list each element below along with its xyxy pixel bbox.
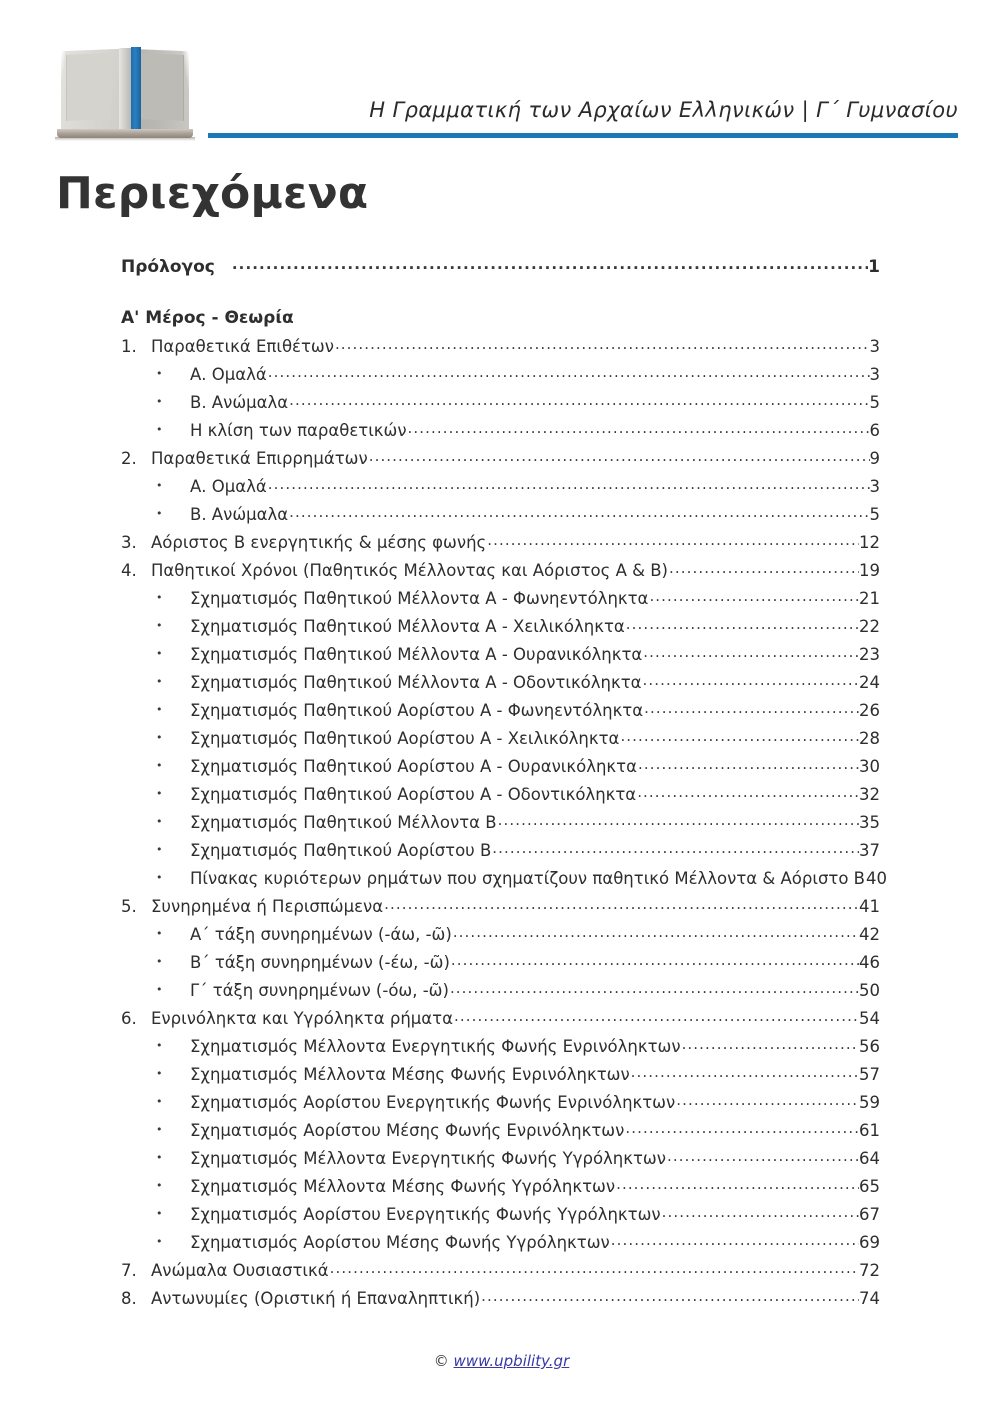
page-title: Περιεχόμενα [56,168,369,219]
toc-entry-label: Σχηματισμός Αορίστου Μέσης Φωνής Ενρινόληκτων [190,1120,625,1140]
toc-entry-page: 56 [859,1036,880,1056]
toc-entry-page: 9 [869,448,880,468]
toc-entry-page: 23 [859,644,880,664]
toc-entry-page: 42 [859,924,880,944]
toc-entry-level1[interactable] [121,1287,880,1307]
dot-leader [487,531,859,548]
toc-entry-number: 4. [121,560,137,580]
toc-entry-page: 67 [859,1204,880,1224]
toc-entry-level2[interactable] [121,867,887,888]
toc-entry-page: 74 [859,1288,880,1308]
dot-leader [643,671,859,688]
toc-entry-number: 5. [121,896,137,916]
dot-leader [369,447,870,464]
dot-leader [649,587,859,604]
bullet-icon: • [156,646,163,660]
toc-entry-page: 5 [869,392,880,412]
toc-entry-level1[interactable] [121,895,880,915]
toc-entry-label: Β. Ανώμαλα [190,392,289,412]
page-header [0,0,1003,150]
bullet-icon: • [156,1038,163,1052]
toc-entry-level2[interactable] [121,839,880,859]
table-of-contents [0,255,1003,1315]
toc-entry-label: Σχηματισμός Αορίστου Μέσης Φωνής Υγρόληκτων [190,1232,610,1252]
toc-entry-level2[interactable] [121,419,880,439]
dot-leader [268,475,870,492]
toc-entry-label: Σχηματισμός Παθητικού Μέλλοντα Α - Φωνηεντόληκτα [190,588,649,608]
toc-entry-level2[interactable] [121,1119,880,1139]
dot-leader [450,979,859,996]
toc-entry-label: Α΄ τάξη συνηρημένων (-άω, -ῶ) [190,924,452,944]
website-link[interactable]: www.upbility.gr [453,1352,570,1370]
toc-entry-page: 19 [859,560,880,580]
toc-entry-level2[interactable] [121,951,880,971]
bullet-icon: • [156,954,163,968]
toc-entry-page: 6 [869,420,880,440]
toc-entry-level1[interactable] [121,1259,880,1279]
toc-entry-level1[interactable] [121,1007,880,1027]
dot-leader [268,363,870,380]
toc-entry-level2[interactable] [121,615,880,635]
toc-entry-level1[interactable] [121,335,880,355]
toc-entry-page: 22 [859,616,880,636]
toc-entry-number: 1. [121,336,137,356]
toc-entry-page: 21 [859,588,880,608]
toc-entry-label: Σχηματισμός Μέλλοντα Μέσης Φωνής Ενρινόληκτων [190,1064,630,1084]
toc-entry-page: 30 [859,756,880,776]
toc-entry-level2[interactable] [121,475,880,495]
dot-leader [330,1259,859,1276]
toc-entry-level2[interactable] [121,811,880,831]
dot-leader [498,811,859,828]
toc-entry-level2[interactable] [121,699,880,719]
toc-entry-label: Ανώμαλα Ουσιαστικά [151,1260,329,1280]
toc-entry-label: Σχηματισμός Παθητικού Μέλλοντα Β [190,812,497,832]
dot-leader [384,895,859,912]
bullet-icon: • [156,618,163,632]
book-spine [119,48,131,134]
toc-entry-list [121,335,887,1308]
toc-entry-page: 72 [859,1260,880,1280]
toc-entry-level2[interactable] [121,363,880,383]
toc-entry-label: Αόριστος Β ενεργητικής & μέσης φωνής [151,532,487,552]
dot-leader [669,559,859,576]
dot-leader [662,1203,859,1220]
toc-entry-label: Παραθετικά Επιρρημάτων [151,448,368,468]
toc-entry-level2[interactable] [121,1231,880,1251]
toc-entry-label: Σχηματισμός Παθητικού Αορίστου Α - Οδοντικόληκτα [190,784,637,804]
dot-leader [335,335,870,352]
toc-entry-level1[interactable] [121,531,880,551]
toc-entry-label: Παθητικοί Χρόνοι (Παθητικός Μέλλοντας και Αόριστος Α & Β) [151,560,668,580]
toc-entry-level2[interactable] [121,1035,880,1055]
toc-entry-level2[interactable] [121,979,880,999]
toc-entry-label: Σχηματισμός Μέλλοντα Μέσης Φωνής Υγρόληκτων [190,1176,616,1196]
toc-entry-page: 65 [859,1176,880,1196]
toc-entry-page: 3 [869,364,880,384]
toc-entry-level2[interactable] [121,755,880,775]
toc-entry-label: Η κλίση των παραθετικών [190,420,407,440]
toc-entry-level2[interactable] [121,1203,880,1223]
book-left-page-inner [66,53,111,121]
toc-part-heading: Α' Μέρος - Θεωρία [121,308,294,328]
dot-leader [626,615,859,632]
toc-entry-label: Σχηματισμός Παθητικού Μέλλοντα Α - Ουρανικόληκτα [190,644,643,664]
dot-leader [644,699,859,716]
bullet-icon: • [156,366,163,380]
toc-entry-number: 8. [121,1288,137,1308]
toc-entry-level2[interactable] [121,727,880,747]
bullet-icon: • [156,1234,163,1248]
dot-leader [643,643,859,660]
toc-entry-number: 2. [121,448,137,468]
toc-entry-label: Πρόλογος [121,257,215,277]
bullet-icon: • [156,786,163,800]
bullet-icon: • [156,1094,163,1108]
dot-leader [637,783,859,800]
toc-entry-label: Σχηματισμός Αορίστου Ενεργητικής Φωνής Υγρόληκτων [190,1204,661,1224]
bullet-icon: • [156,702,163,716]
toc-entry-level2[interactable] [121,391,880,411]
toc-entry-preface[interactable] [121,255,880,276]
toc-entry-label: Α. Ομαλά [190,364,267,384]
bullet-icon: • [156,590,163,604]
toc-entry-label: Β΄ τάξη συνηρημένων (-έω, -ῶ) [190,952,450,972]
page-footer [0,1352,1003,1370]
toc-entry-label: Σχηματισμός Μέλλοντα Ενεργητικής Φωνής Υγρόληκτων [190,1148,666,1168]
dot-leader [682,1035,859,1052]
bullet-icon: • [156,422,163,436]
dot-leader [625,1119,859,1136]
bullet-icon: • [156,758,163,772]
toc-entry-page: 35 [859,812,880,832]
toc-entry-label: Γ΄ τάξη συνηρημένων (-όω, -ῶ) [190,980,449,1000]
dot-leader [481,1287,859,1304]
dot-leader [492,839,859,856]
toc-entry-page: 28 [859,728,880,748]
toc-entry-number: 6. [121,1008,137,1028]
toc-entry-level2[interactable] [121,503,880,523]
toc-entry-label: Σχηματισμός Μέλλοντα Ενεργητικής Φωνής Ενρινόληκτων [190,1036,681,1056]
dot-leader [611,1231,859,1248]
dot-leader [408,419,870,436]
bullet-icon: • [156,1178,163,1192]
dot-leader [453,923,859,940]
dot-leader [289,391,869,408]
toc-entry-label: Αντωνυμίες (Οριστική ή Επαναληπτική) [151,1288,481,1308]
bullet-icon: • [156,1122,163,1136]
bullet-icon: • [156,506,163,520]
toc-entry-level2[interactable] [121,1091,880,1111]
toc-entry-page: 57 [859,1064,880,1084]
toc-entry-page: 12 [859,532,880,552]
bullet-icon: • [156,1206,163,1220]
toc-entry-level1[interactable] [121,447,880,467]
header-divider-rule [208,133,958,138]
toc-entry-page: 59 [859,1092,880,1112]
dot-leader [616,1175,859,1192]
toc-entry-page: 3 [869,336,880,356]
toc-entry-level2[interactable] [121,643,880,663]
toc-entry-page: 54 [859,1008,880,1028]
toc-entry-level2[interactable] [121,671,880,691]
toc-entry-label: Σχηματισμός Παθητικού Μέλλοντα Α - Οδοντικόληκτα [190,672,642,692]
toc-entry-level2[interactable] [121,923,880,943]
toc-entry-label: Σχηματισμός Αορίστου Ενεργητικής Φωνής Ενρινόληκτων [190,1092,676,1112]
dot-leader [631,1063,859,1080]
dot-leader [451,951,859,968]
book-right-page-inner [139,53,184,121]
dot-leader [454,1007,859,1024]
bullet-icon: • [156,814,163,828]
bullet-icon: • [156,730,163,744]
dot-leader [289,503,869,520]
toc-entry-page: 61 [859,1120,880,1140]
toc-entry-label: Πίνακας κυριότερων ρημάτων που σχηματίζουν παθητικό Μέλλοντα & Αόριστο Β [190,868,865,888]
toc-entry-page: 3 [869,476,880,496]
toc-entry-page: 37 [859,840,880,860]
toc-entry-level2[interactable] [121,1063,880,1083]
toc-entry-page: 1 [868,257,880,277]
toc-entry-level2[interactable] [121,1147,880,1167]
toc-entry-page: 50 [859,980,880,1000]
dot-leader [232,255,868,272]
toc-entry-page: 5 [869,504,880,524]
toc-entry-level2[interactable] [121,587,880,607]
toc-entry-level2[interactable] [121,1175,880,1195]
toc-entry-page: 26 [859,700,880,720]
toc-entry-page: 32 [859,784,880,804]
toc-entry-label: Σχηματισμός Παθητικού Μέλλοντα Α - Χειλικόληκτα [190,616,625,636]
toc-entry-label: Σχηματισμός Παθητικού Αορίστου Α - Χειλικόληκτα [190,728,620,748]
toc-entry-page: 40 [866,868,887,888]
toc-entry-page: 64 [859,1148,880,1168]
dot-leader [676,1091,859,1108]
toc-entry-label: Ενρινόληκτα και Υγρόληκτα ρήματα [151,1008,453,1028]
book-bookmark [131,47,141,133]
dot-leader [638,755,859,772]
copyright-symbol: © [433,1352,449,1370]
toc-entry-level2[interactable] [121,783,880,803]
toc-entry-label: Σχηματισμός Παθητικού Αορίστου Α - Φωνηεντόληκτα [190,700,644,720]
toc-entry-label: Συνηρημένα ή Περισπώμενα [151,896,384,916]
bullet-icon: • [156,394,163,408]
toc-entry-page: 69 [859,1232,880,1252]
bullet-icon: • [156,982,163,996]
header-title: Η Γραμματική των Αρχαίων Ελληνικών | Γ΄ Γυμνασίου [369,98,958,122]
bullet-icon: • [156,478,163,492]
bullet-icon: • [156,842,163,856]
toc-entry-page: 24 [859,672,880,692]
bullet-icon: • [156,1150,163,1164]
toc-entry-label: Α. Ομαλά [190,476,267,496]
toc-entry-page: 41 [859,896,880,916]
toc-entry-page: 46 [859,952,880,972]
bullet-icon: • [156,870,163,884]
toc-entry-number: 3. [121,532,137,552]
dot-leader [667,1147,859,1164]
toc-entry-label: Παραθετικά Επιθέτων [151,336,334,356]
dot-leader [620,727,859,744]
toc-entry-label: Σχηματισμός Παθητικού Αορίστου Α - Ουρανικόληκτα [190,756,637,776]
toc-entry-level1[interactable] [121,559,880,579]
bullet-icon: • [156,674,163,688]
book-base-shadow [55,137,195,141]
toc-entry-label: Β. Ανώμαλα [190,504,289,524]
toc-entry-label: Σχηματισμός Παθητικού Αορίστου Β [190,840,492,860]
bullet-icon: • [156,926,163,940]
toc-entry-number: 7. [121,1260,137,1280]
open-book-icon [55,45,195,143]
bullet-icon: • [156,1066,163,1080]
